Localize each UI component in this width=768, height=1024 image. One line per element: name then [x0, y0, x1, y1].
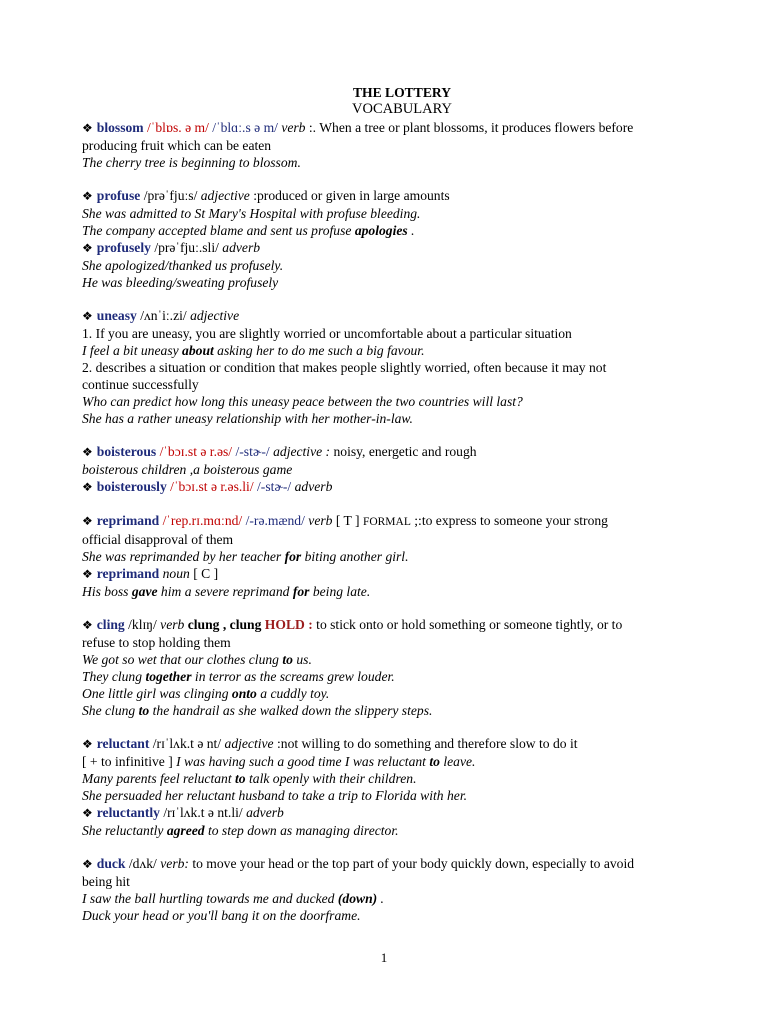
example: They clung together in terror as the screams grew louder. [82, 669, 395, 684]
entry-profuse [82, 187, 722, 291]
headword: reprimand [96, 566, 160, 581]
headword: cling [96, 617, 125, 632]
entry-duck [82, 855, 722, 924]
part-of-speech: adverb [222, 240, 261, 255]
headword: duck [96, 856, 126, 871]
document-title: THE LOTTERY [352, 85, 452, 100]
part-of-speech: verb [308, 513, 333, 528]
example: His boss gave him a severe reprimand for being late. [82, 584, 371, 599]
headword: uneasy [96, 308, 137, 323]
pronunciation: /klɪŋ/ [128, 617, 157, 632]
bullet-icon: ❖ [82, 806, 93, 820]
part-of-speech: adjective : [273, 444, 331, 459]
bullet-icon: ❖ [82, 737, 93, 751]
register-label: FORMAL [362, 516, 411, 528]
example: [ + to infinitive ] I was having such a good time I was reluctant to leave. [82, 754, 476, 769]
definition-cont: official disapproval of them [82, 532, 234, 547]
headword: reluctantly [96, 805, 160, 820]
pronunciation-uk: /ˈbɔɪ.st ə r.əs.li/ [170, 479, 254, 494]
entry-blossom [82, 119, 722, 171]
pronunciation-us: /-stɚ-/ [257, 479, 292, 494]
example: She was admitted to St Mary's Hospital with profuse bleeding. [82, 206, 421, 221]
example: She reluctantly agreed to step down as managing director. [82, 823, 399, 838]
pronunciation: /prəˈfjuːs/ [143, 188, 198, 203]
example: He was bleeding/sweating profusely [82, 275, 279, 290]
part-of-speech: noun [162, 566, 190, 581]
example: She clung to the handrail as she walked down the slippery steps. [82, 703, 433, 718]
definition: to move your head or the top part of your body quickly down, especially to avoid [188, 856, 635, 871]
bullet-icon: ❖ [82, 567, 93, 581]
pronunciation-uk: /ˈblɒs. ə m/ [147, 120, 209, 135]
example: I saw the ball hurtling towards me and ducked (down) . [82, 891, 384, 906]
example: I feel a bit uneasy about asking her to do me such a big favour. [82, 343, 425, 358]
headword: reprimand [96, 513, 160, 528]
part-of-speech: verb [281, 120, 306, 135]
part-of-speech: adverb [294, 479, 333, 494]
headword: boisterous [96, 444, 157, 459]
example: One little girl was clinging onto a cuddly toy. [82, 686, 330, 701]
pronunciation-uk: /ˈrep.rɪ.mɑːnd/ [162, 513, 243, 528]
pronunciation: /rɪˈlʌk.t ə nt.li/ [163, 805, 243, 820]
entry-reluctant [82, 735, 722, 839]
bullet-icon: ❖ [82, 309, 93, 323]
pronunciation-us: /-rə.mænd/ [245, 513, 305, 528]
example: She persuaded her reluctant husband to take a trip to Florida with her. [82, 788, 467, 803]
entry-cling [82, 616, 722, 719]
part-of-speech: adjective [190, 308, 240, 323]
example: The company accepted blame and sent us profuse apologies . [82, 223, 415, 238]
bullet-icon: ❖ [82, 514, 93, 528]
example: Many parents feel reluctant to talk openly with their children. [82, 771, 417, 786]
example: Who can predict how long this uneasy peace between the two countries will last? [82, 394, 523, 409]
pronunciation: /ʌnˈiː.zi/ [140, 308, 187, 323]
grammar-tag: [ T ] [335, 513, 360, 528]
part-of-speech: adjective [224, 736, 274, 751]
example: The cherry tree is beginning to blossom. [82, 155, 301, 170]
example: boisterous children ,a boisterous game [82, 462, 293, 477]
definition-cont: being hit [82, 874, 130, 889]
document-subtitle: VOCABULARY [352, 101, 452, 117]
definition: noisy, energetic and rough [330, 444, 477, 459]
bullet-icon: ❖ [82, 121, 93, 135]
pronunciation: /rɪˈlʌk.t ə nt/ [152, 736, 222, 751]
part-of-speech: adjective [200, 188, 250, 203]
definition: :produced or given in large amounts [253, 188, 450, 203]
definition-cont: refuse to stop holding them [82, 635, 231, 650]
pronunciation: /prəˈfjuː.sli/ [154, 240, 219, 255]
entry-boisterous [82, 443, 722, 496]
definition-cont: continue successfully [82, 377, 199, 392]
definition: ;:to express to someone your strong [410, 513, 608, 528]
bullet-icon: ❖ [82, 480, 93, 494]
part-of-speech: verb: [160, 856, 189, 871]
definition: :. When a tree or plant blossoms, it produces flowers before [308, 120, 634, 135]
bullet-icon: ❖ [82, 857, 93, 871]
definition: to stick onto or hold something or someone tightly, or to [312, 617, 623, 632]
example: She has a rather uneasy relationship with her mother-in-law. [82, 411, 413, 426]
example: She was reprimanded by her teacher for biting another girl. [82, 549, 409, 564]
pronunciation: /dʌk/ [128, 856, 157, 871]
definition: 1. If you are uneasy, you are slightly worried or uncomfortable about a particular situation [82, 326, 572, 341]
pronunciation-us: /ˈblɑː.s ə m/ [212, 120, 278, 135]
definition: 2. describes a situation or condition that makes people slightly worried, often because it may not [82, 360, 607, 375]
definition-cont: producing fruit which can be eaten [82, 138, 272, 153]
pronunciation-uk: /ˈbɔɪ.st ə r.əs/ [159, 444, 233, 459]
headword: blossom [96, 120, 144, 135]
page-number: 1 [380, 950, 388, 965]
bullet-icon: ❖ [82, 189, 93, 203]
part-of-speech: verb [160, 617, 185, 632]
headword: profuse [96, 188, 141, 203]
entry-reprimand [82, 512, 722, 600]
headword: boisterously [96, 479, 167, 494]
bullet-icon: ❖ [82, 241, 93, 255]
entry-uneasy [82, 307, 722, 427]
pronunciation-us: /-stɚ-/ [235, 444, 270, 459]
example: Duck your head or you'll bang it on the doorframe. [82, 908, 361, 923]
grammar-tag: [ C ] [193, 566, 219, 581]
bullet-icon: ❖ [82, 445, 93, 459]
example: We got so wet that our clothes clung to us. [82, 652, 312, 667]
bullet-icon: ❖ [82, 618, 93, 632]
definition: :not willing to do something and therefore slow to do it [273, 736, 578, 751]
sense-label: HOLD : [264, 617, 313, 632]
example: She apologized/thanked us profusely. [82, 258, 284, 273]
headword: profusely [96, 240, 151, 255]
verb-forms: clung , clung [187, 617, 262, 632]
part-of-speech: adverb [246, 805, 284, 820]
document-page [82, 84, 722, 924]
headword: reluctant [96, 736, 150, 751]
